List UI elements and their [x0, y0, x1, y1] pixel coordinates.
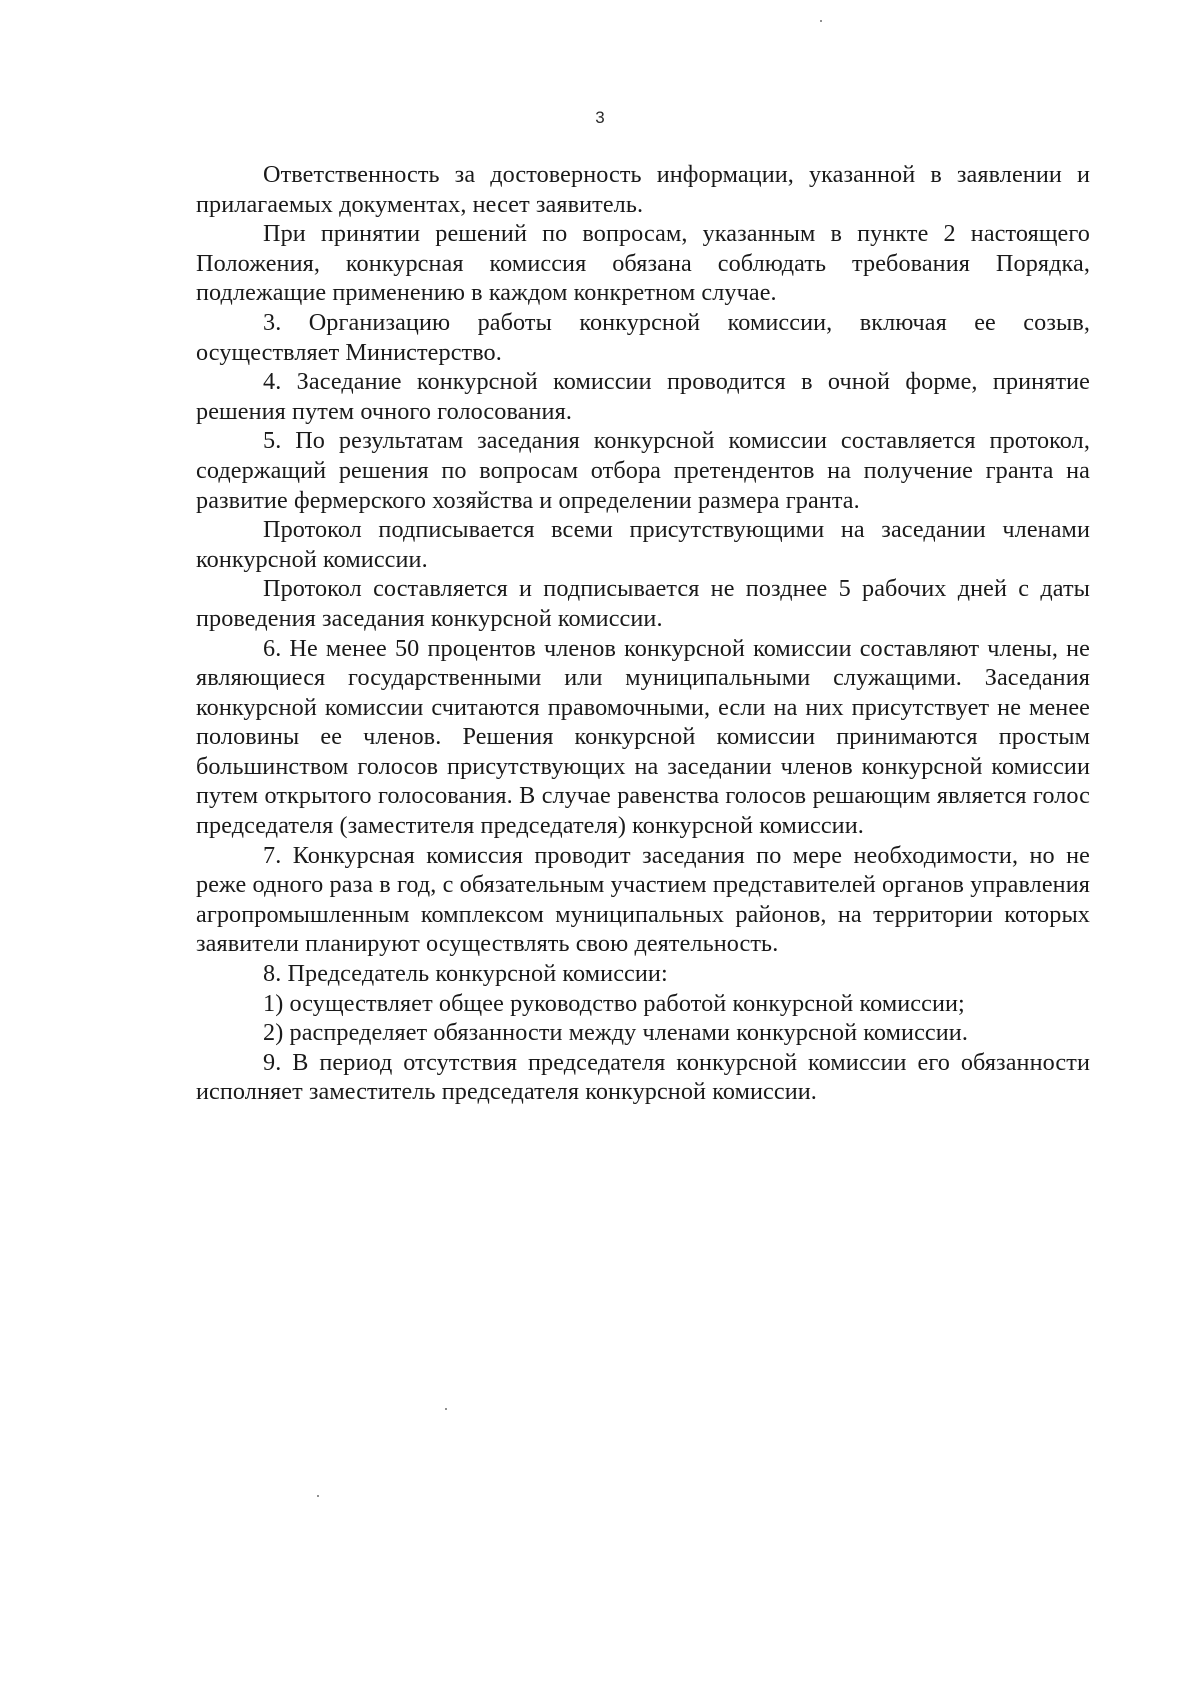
paragraph-decision-requirements: При принятии решений по вопросам, указанным в пункте 2 настоящего Положения, конкурсная комиссия обязана соблюдать требования Порядка, подлежащие применению в каждом конкретном случае. [196, 220, 1090, 307]
paragraph-protocol-deadline: Протокол составляется и подписывается не позднее 5 рабочих дней с даты проведения заседания конкурсной комиссии. [196, 575, 1090, 632]
paragraph-item-7: 7. Конкурсная комиссия проводит заседания по мере необходимости, но не реже одного раза в год, с обязательным участием представителей органов управления агропромышленным комплексом муниципальных районов, на территории которых заявители планируют осуществлять свою деятельность. [196, 841, 1090, 958]
paragraph-item-8-sub-2: 2) распределяет обязанности между членами конкурсной комиссии. [263, 1019, 968, 1047]
document-body [196, 160, 1090, 1107]
paragraph-item-3: 3. Организацию работы конкурсной комиссии, включая ее созыв, осуществляет Министерство. [196, 308, 1090, 366]
scan-speck [820, 20, 822, 22]
paragraph-protocol-signing: Протокол подписывается всеми присутствующими на заседании членами конкурсной комиссии. [196, 516, 1090, 573]
scan-speck [317, 1495, 319, 1497]
paragraph-responsibility: Ответственность за достоверность информации, указанной в заявлении и прилагаемых документах, несет заявитель. [196, 161, 1090, 218]
paragraph-item-4: 4. Заседание конкурсной комиссии проводится в очной форме, принятие решения путем очного голосования. [196, 368, 1090, 425]
paragraph-item-6: 6. Не менее 50 процентов членов конкурсной комиссии составляют члены, не являющиеся государственными или муниципальными служащими. Заседания конкурсной комиссии считаются правомочными, если на них присутствует не менее половины ее членов. Решения конкурсной комиссии принимаются простым большинством голосов присутствующих на заседании членов конкурсной комиссии путем открытого голосования. В случае равенства голосов решающим является голос председателя (заместителя председателя) конкурсной комиссии. [196, 634, 1090, 840]
paragraph-item-9: 9. В период отсутствия председателя конкурсной комиссии его обязанности исполняет заместитель председателя конкурсной комиссии. [196, 1048, 1090, 1106]
paragraph-item-8: 8. Председатель конкурсной комиссии: [263, 960, 668, 988]
scan-speck [445, 1408, 447, 1410]
page-number: 3 [595, 108, 605, 127]
paragraph-item-5: 5. По результатам заседания конкурсной комиссии составляется протокол, содержащий решения по вопросам отбора претендентов на получение гранта на развитие фермерского хозяйства и определении размера гранта. [196, 427, 1090, 514]
paragraph-item-8-sub-1: 1) осуществляет общее руководство работой конкурсной комиссии; [263, 989, 965, 1017]
